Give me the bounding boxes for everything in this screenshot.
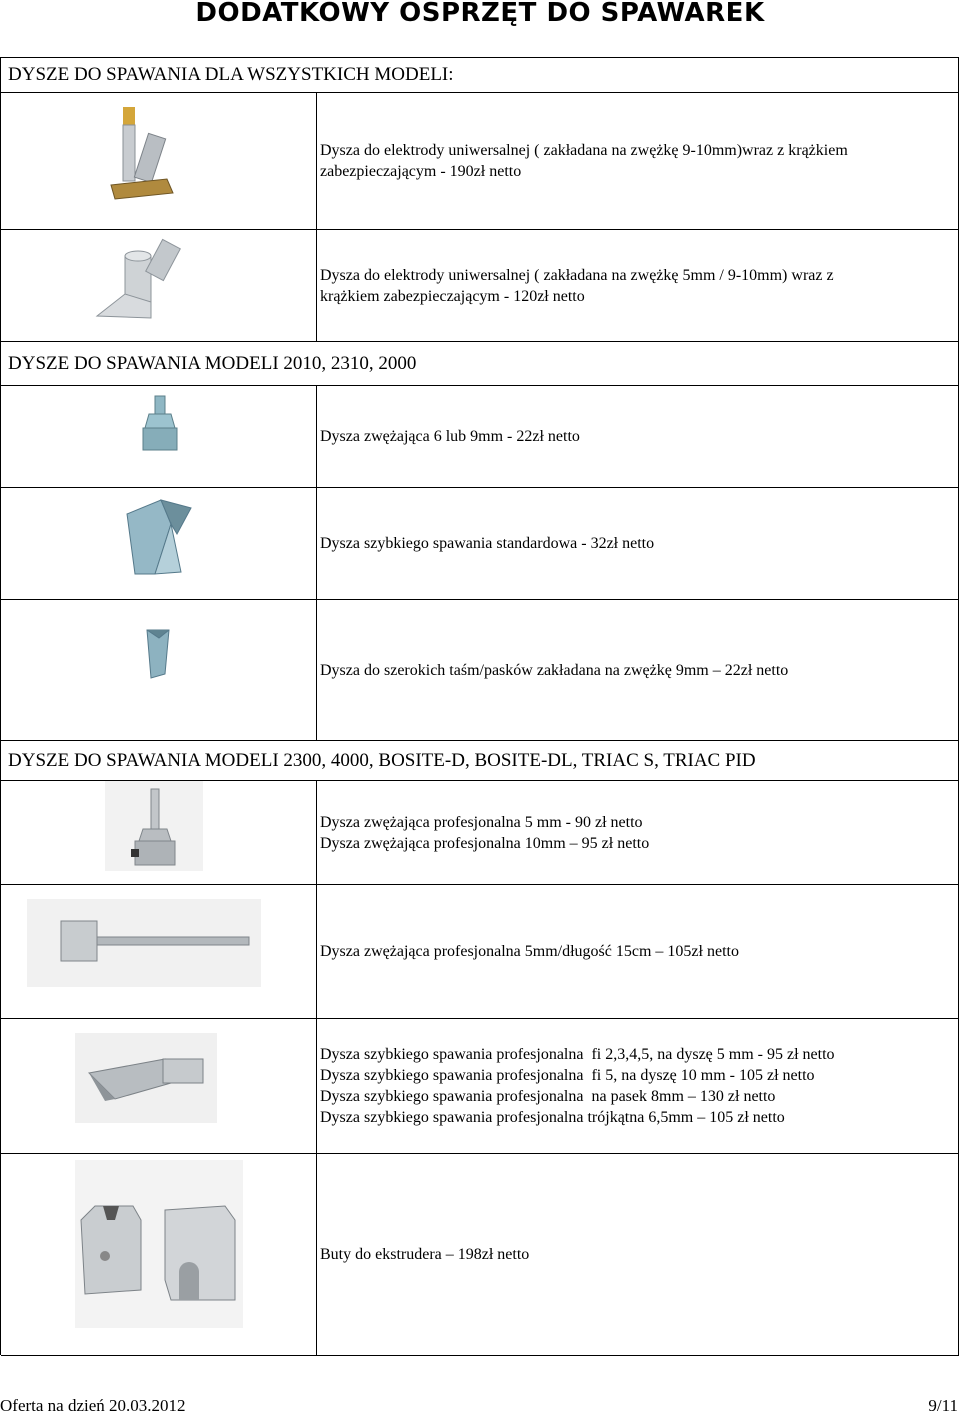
list-item xyxy=(1,885,959,1019)
product-image-cell xyxy=(1,885,317,1018)
wide-strip-nozzle-icon xyxy=(141,628,173,684)
list-item xyxy=(1,488,959,600)
reducing-nozzle-icon xyxy=(139,394,181,456)
pro-speed-welding-nozzle-icon xyxy=(75,1033,217,1123)
product-line: Dysza do elektrody uniwersalnej ( zakładana na zwężkę 9-10mm)wraz z krążkiem xyxy=(320,142,848,159)
long-reducing-nozzle-icon xyxy=(27,899,261,987)
list-item xyxy=(1,1019,959,1154)
section-heading xyxy=(1,58,959,93)
page-number: 9/11 xyxy=(928,1396,958,1415)
list-item xyxy=(1,93,959,230)
product-line: zabezpieczającym - 190zł netto xyxy=(320,163,522,180)
extruder-shoe-icon xyxy=(75,1160,243,1328)
list-item xyxy=(1,1154,959,1356)
product-description xyxy=(320,93,959,229)
product-line: Dysza zwężająca 6 lub 9mm - 22zł netto xyxy=(320,428,580,445)
product-image-cell xyxy=(1,93,317,229)
pro-reducing-nozzle-icon xyxy=(105,781,203,871)
list-item xyxy=(1,230,959,342)
product-line: Dysza zwężająca profesjonalna 5mm/długość 15cm – 105zł netto xyxy=(320,943,739,960)
page-title: DODATKOWY OSPRZĘT DO SPAWAREK xyxy=(195,0,765,28)
product-image-cell xyxy=(1,386,317,487)
product-line: Dysza szybkiego spawania profesjonalna fi 2,3,4,5, na dyszę 5 mm - 95 zł netto xyxy=(320,1046,835,1063)
product-line: Dysza do szerokich taśm/pasków zakładana na zwężkę 9mm – 22zł netto xyxy=(320,661,789,679)
universal-electrode-nozzle-small-icon xyxy=(89,238,195,330)
section-heading xyxy=(1,741,959,781)
section-heading-text: DYSZE DO SPAWANIA DLA WSZYSTKICH MODELI: xyxy=(8,64,454,85)
product-line: Dysza szybkiego spawania profesjonalna trójkątna 6,5mm – 105 zł netto xyxy=(320,1109,785,1126)
section-heading xyxy=(1,342,959,386)
product-image-cell xyxy=(1,230,317,341)
list-item xyxy=(1,386,959,488)
product-description xyxy=(320,386,959,487)
list-item xyxy=(1,600,959,741)
offer-date: Oferta na dzień 20.03.2012 xyxy=(0,1396,186,1415)
product-line: krążkiem zabezpieczającym - 120zł netto xyxy=(320,287,585,305)
product-line: Dysza zwężająca profesjonalna 10mm – 95 zł netto xyxy=(320,834,650,852)
product-line: Buty do ekstrudera – 198zł netto xyxy=(320,1246,530,1263)
accessories-table xyxy=(0,57,959,1355)
page-footer xyxy=(0,1396,960,1415)
product-description xyxy=(320,1154,959,1355)
product-line: Dysza szybkiego spawania profesjonalna fi 5, na dyszę 10 mm - 105 zł netto xyxy=(320,1067,815,1084)
product-description xyxy=(320,885,959,1018)
list-item xyxy=(1,781,959,885)
product-description xyxy=(320,781,959,884)
product-image-cell xyxy=(1,781,317,884)
section-heading-text: DYSZE DO SPAWANIA MODELI 2010, 2310, 2000 xyxy=(8,352,417,374)
product-description xyxy=(320,1019,959,1153)
product-line: Dysza szybkiego spawania profesjonalna na pasek 8mm – 130 zł netto xyxy=(320,1088,776,1105)
product-description xyxy=(320,600,959,740)
product-description xyxy=(320,230,959,341)
product-image-cell xyxy=(1,488,317,599)
universal-electrode-nozzle-icon xyxy=(107,105,187,207)
section-heading-text: DYSZE DO SPAWANIA MODELI 2300, 4000, BOSITE-D, BOSITE-DL, TRIAC S, TRIAC PID xyxy=(8,749,756,771)
speed-welding-nozzle-icon xyxy=(111,494,205,584)
product-image-cell xyxy=(1,1154,317,1355)
product-image-cell xyxy=(1,1019,317,1153)
product-line: Dysza szybkiego spawania standardowa - 32zł netto xyxy=(320,535,655,552)
product-line: Dysza do elektrody uniwersalnej ( zakładana na zwężkę 5mm / 9-10mm) wraz z xyxy=(320,266,834,284)
product-line: Dysza zwężająca profesjonalna 5 mm - 90 zł netto xyxy=(320,813,643,831)
product-image-cell xyxy=(1,600,317,740)
product-description xyxy=(320,488,959,599)
